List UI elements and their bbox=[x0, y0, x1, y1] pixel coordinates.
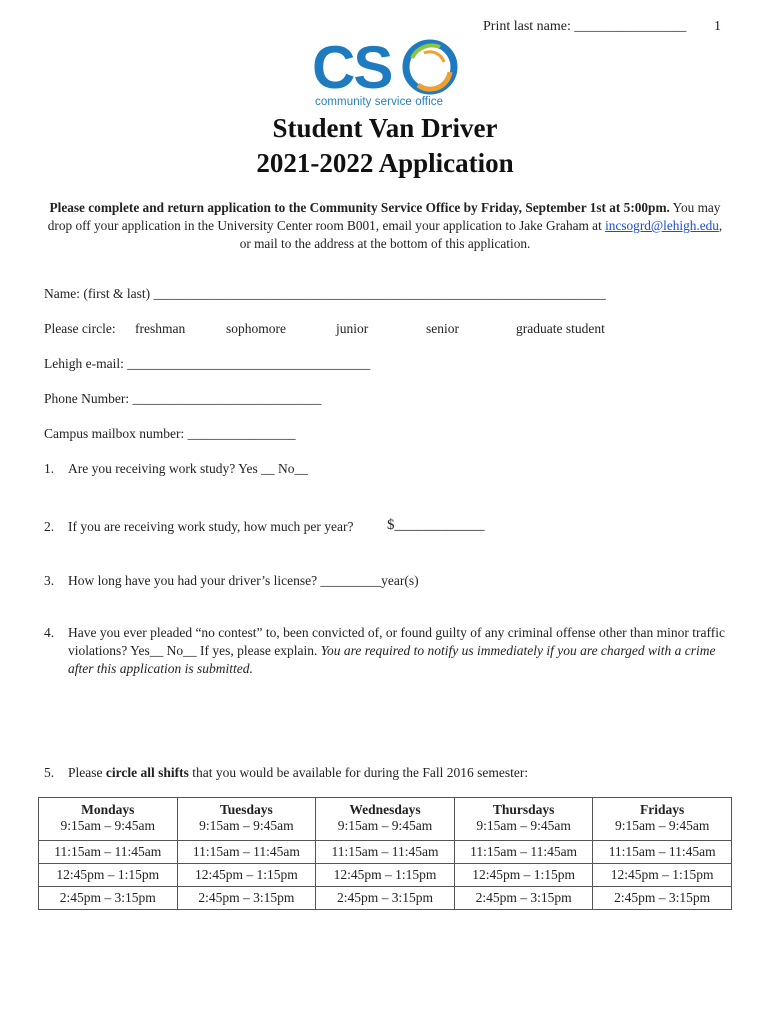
logo-caption: community service office bbox=[315, 96, 444, 108]
form-title: Student Van Driver bbox=[272, 113, 498, 143]
mailbox-field[interactable]: Campus mailbox number: ________________ bbox=[44, 426, 296, 441]
cso-logo bbox=[312, 36, 462, 112]
instructions-text-2: , or mail to the address at the bottom of this application. bbox=[239, 218, 723, 251]
shift-table bbox=[38, 797, 732, 910]
shift-cell[interactable]: 2:45pm – 3:15pm bbox=[316, 887, 455, 910]
lehigh-email-field[interactable]: Lehigh e-mail: ____________________________________ bbox=[44, 356, 371, 371]
question-5-emphasis: circle all shifts bbox=[105, 765, 189, 780]
question-number: 2. bbox=[44, 519, 55, 534]
shift-cell[interactable]: 9:15am – 9:45am bbox=[593, 818, 732, 841]
instructions-deadline: Please complete and return application to the Community Service Office by Friday, September 1st at 5:00pm. bbox=[49, 200, 670, 215]
shift-cell[interactable]: 12:45pm – 1:15pm bbox=[593, 864, 732, 887]
page-number: 1 bbox=[714, 19, 721, 34]
shift-cell[interactable]: 2:45pm – 3:15pm bbox=[593, 887, 732, 910]
class-option-junior[interactable]: junior bbox=[336, 321, 369, 336]
question-number: 3. bbox=[44, 573, 55, 588]
day-header-thursday: Thursdays bbox=[454, 798, 593, 819]
day-header-tuesday: Tuesdays bbox=[177, 798, 316, 819]
question-text[interactable] bbox=[68, 624, 728, 678]
shift-cell[interactable]: 9:15am – 9:45am bbox=[177, 818, 316, 841]
class-option-sophomore[interactable]: sophomore bbox=[226, 321, 286, 336]
question-number: 4. bbox=[44, 625, 55, 640]
question-text[interactable]: How long have you had your driver’s license? _________year(s) bbox=[68, 573, 419, 588]
cso-logo-mark bbox=[312, 36, 462, 98]
question-text: Please circle all shifts that you would be available for during the Fall 2016 semester: bbox=[68, 765, 529, 780]
svg-text:CS: CS bbox=[312, 36, 392, 98]
shift-cell[interactable]: 9:15am – 9:45am bbox=[39, 818, 178, 841]
form-year: 2021-2022 Application bbox=[256, 148, 514, 178]
class-circle-row bbox=[44, 321, 744, 339]
question-text: If you are receiving work study, how much per year? bbox=[68, 519, 354, 534]
day-header-friday: Fridays bbox=[593, 798, 732, 819]
shift-cell[interactable]: 12:45pm – 1:15pm bbox=[316, 864, 455, 887]
question-4-notice: You are required to notify us immediately if you are charged with a crime after this application is submitted. bbox=[68, 643, 716, 676]
instructions-text: You may drop off your application in the University Center room B001, email your application to Jake Graham at bbox=[47, 200, 721, 233]
question-3 bbox=[44, 572, 744, 590]
shift-cell[interactable]: 11:15am – 11:45am bbox=[316, 841, 455, 864]
phone-field[interactable]: Phone Number: ____________________________ bbox=[44, 391, 322, 406]
class-option-senior[interactable]: senior bbox=[426, 321, 459, 336]
shift-cell[interactable]: 2:45pm – 3:15pm bbox=[177, 887, 316, 910]
shift-cell[interactable]: 11:15am – 11:45am bbox=[39, 841, 178, 864]
instructions bbox=[44, 199, 726, 253]
day-header-monday: Mondays bbox=[39, 798, 178, 819]
name-field[interactable]: Name: (first & last) ___________________________________________________________________ bbox=[44, 286, 606, 301]
day-header-wednesday: Wednesdays bbox=[316, 798, 455, 819]
work-study-amount-field[interactable]: $____________ bbox=[387, 517, 485, 533]
circle-label: Please circle: bbox=[44, 321, 116, 336]
class-option-graduate[interactable]: graduate student bbox=[516, 321, 605, 336]
shift-cell[interactable]: 11:15am – 11:45am bbox=[177, 841, 316, 864]
shift-cell[interactable]: 12:45pm – 1:15pm bbox=[39, 864, 178, 887]
question-text[interactable]: Are you receiving work study? Yes __ No__ bbox=[68, 461, 308, 476]
question-5 bbox=[44, 764, 744, 782]
shift-cell[interactable]: 2:45pm – 3:15pm bbox=[454, 887, 593, 910]
shift-cell[interactable]: 9:15am – 9:45am bbox=[316, 818, 455, 841]
shift-cell[interactable]: 9:15am – 9:45am bbox=[454, 818, 593, 841]
shift-cell[interactable]: 12:45pm – 1:15pm bbox=[177, 864, 316, 887]
shift-cell[interactable]: 11:15am – 11:45am bbox=[593, 841, 732, 864]
shift-cell[interactable]: 11:15am – 11:45am bbox=[454, 841, 593, 864]
print-last-name-field: Print last name: ________________ bbox=[483, 19, 687, 34]
question-number: 5. bbox=[44, 765, 55, 780]
shift-cell[interactable]: 2:45pm – 3:15pm bbox=[39, 887, 178, 910]
question-2 bbox=[44, 518, 744, 538]
question-1 bbox=[44, 460, 744, 478]
class-option-freshman[interactable]: freshman bbox=[135, 321, 186, 336]
question-number: 1. bbox=[44, 461, 55, 476]
question-4-body: Have you ever pleaded “no contest” to, been convicted of, or found guilty of any criminal offense other than minor traffic violations? Yes__ No__ If yes, please explain. bbox=[68, 625, 726, 658]
shift-cell[interactable]: 12:45pm – 1:15pm bbox=[454, 864, 593, 887]
contact-email-link[interactable]: incsogrd@lehigh.edu bbox=[605, 218, 719, 233]
question-4 bbox=[44, 624, 744, 680]
